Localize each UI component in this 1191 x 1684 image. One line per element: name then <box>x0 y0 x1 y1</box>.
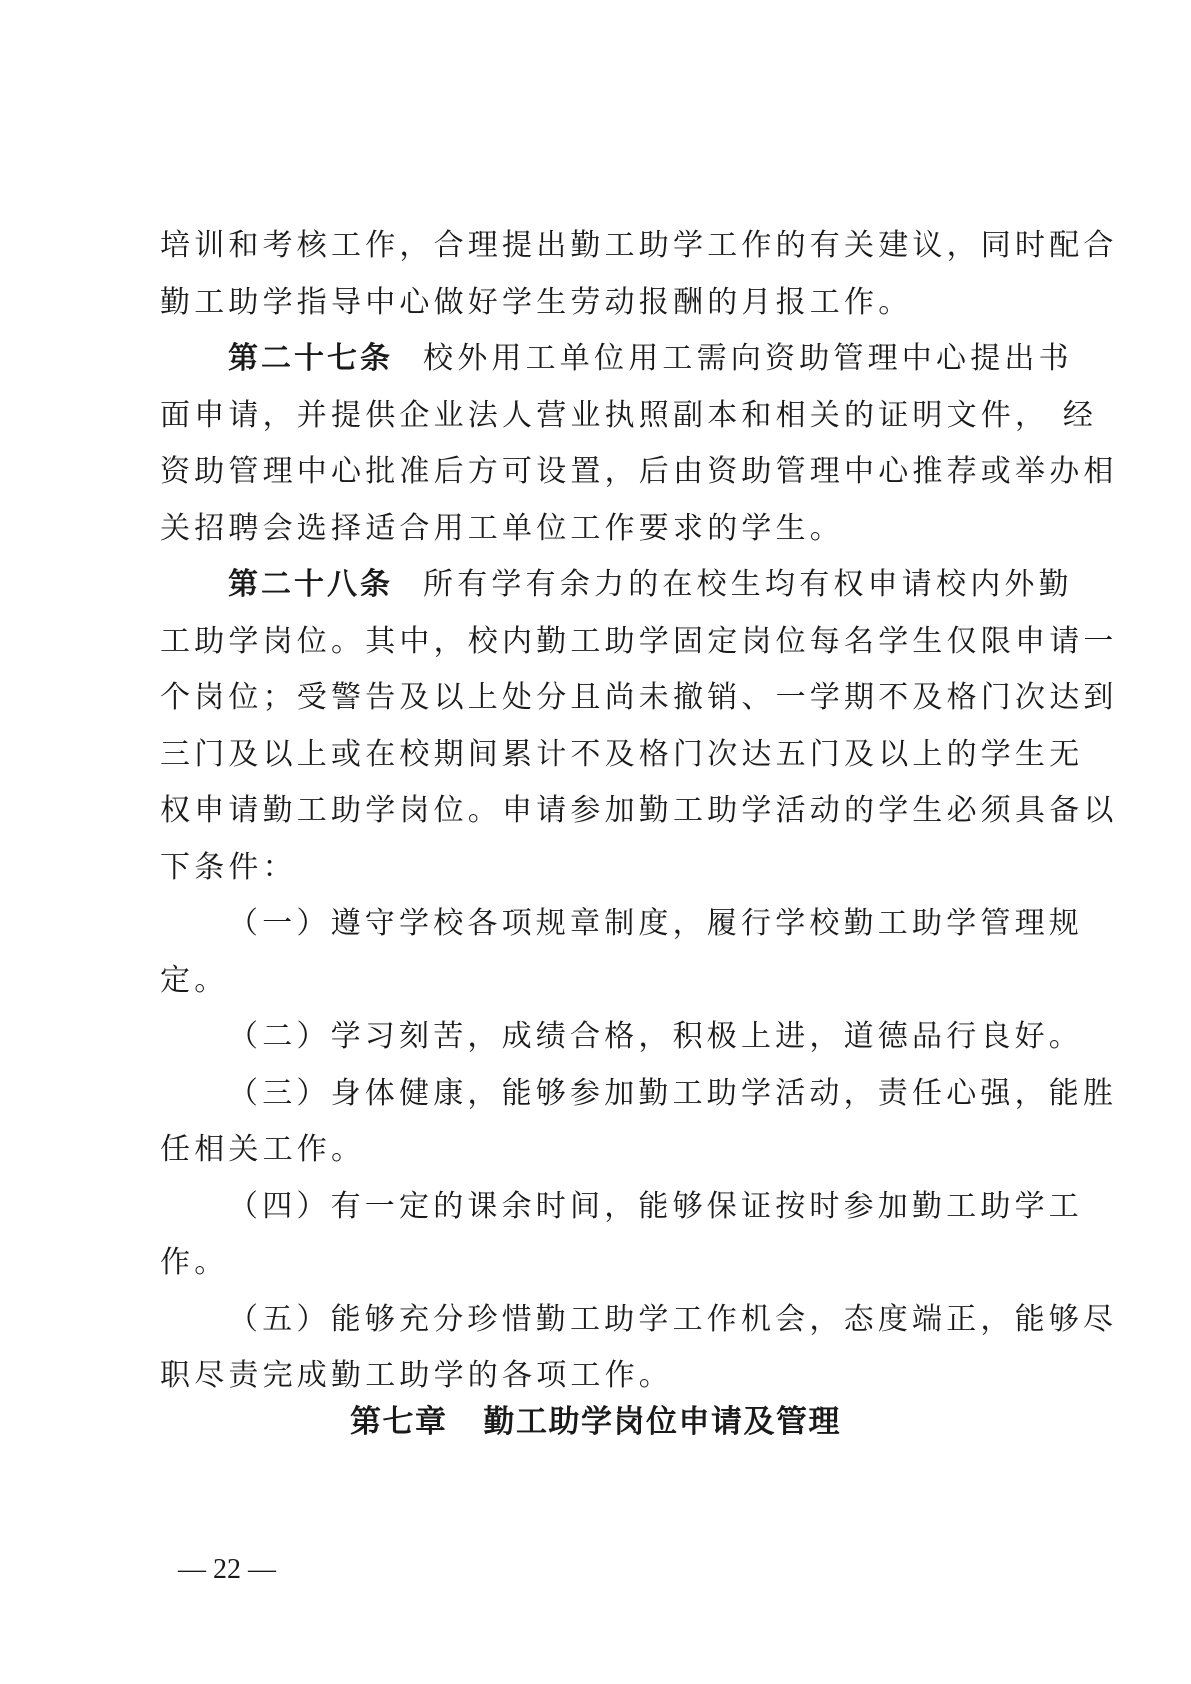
line-text: （二）学习刻苦，成绩合格，积极上进，道德品行良好。 <box>228 1019 1083 1054</box>
line-text: 校外用工单位用工需向资助管理中心提出书 <box>423 341 1073 376</box>
line-text: 资助管理中心批准后方可设置，后由资助管理中心推荐或举办相 <box>160 454 1118 489</box>
line-text: 任相关工作。 <box>160 1132 366 1167</box>
body-text <box>160 218 1118 1405</box>
line-text: 所有学有余力的在校生均有权申请校内外勤 <box>423 567 1073 602</box>
text-line <box>160 218 1118 275</box>
text-line <box>160 388 1098 445</box>
text-line <box>160 1235 1040 1292</box>
line-text: 定。 <box>160 962 229 998</box>
chapter-title: 勤工助学岗位申请及管理 <box>483 1404 841 1440</box>
text-line <box>160 557 1073 614</box>
line-text: 培训和考核工作，合理提出勤工助学工作的有关建议，同时配合 <box>160 228 1118 263</box>
text-line <box>160 1292 1118 1349</box>
text-line <box>160 1179 1083 1236</box>
text-line <box>160 1066 1118 1123</box>
article-label: 第二十七条 <box>228 341 393 376</box>
line-text: 权申请勤工助学岗位。申请参加勤工助学活动的学生必须具备以 <box>160 793 1118 828</box>
line-text: 工助学岗位。其中，校内勤工助学固定岗位每名学生仅限申请一 <box>160 623 1118 659</box>
text-line <box>160 444 1118 501</box>
chapter-heading <box>0 1396 1191 1441</box>
text-line <box>160 1009 1083 1066</box>
article-label: 第二十八条 <box>228 567 393 602</box>
text-line <box>160 670 1118 727</box>
line-text: （四）有一定的课余时间，能够保证按时参加勤工助学工 <box>228 1188 1083 1224</box>
text-line <box>160 1122 1040 1179</box>
text-line <box>160 727 1084 784</box>
line-text: （一）遵守学校各项规章制度，履行学校勤工助学管理规 <box>228 906 1083 941</box>
text-line <box>160 783 1118 840</box>
line-text: 关招聘会选择适合用工单位工作要求的学生。 <box>160 510 844 546</box>
text-line <box>160 953 1040 1010</box>
text-line <box>160 840 1040 897</box>
text-line <box>160 501 1040 558</box>
line-text: （三）身体健康，能够参加勤工助学活动，责任心强，能胜 <box>228 1075 1118 1111</box>
line-text: 三门及以上或在校期间累计不及格门次达五门及以上的学生无 <box>160 736 1084 772</box>
line-text: （五）能够充分珍惜勤工助学工作机会，态度端正，能够尽 <box>228 1301 1118 1337</box>
text-line <box>160 275 1040 332</box>
page-number: — 22 — <box>178 1554 276 1585</box>
text-line <box>160 331 1073 388</box>
chapter-number: 第七章 <box>350 1404 448 1440</box>
line-text: 个岗位；受警告及以上处分且尚未撤销、一学期不及格门次达到 <box>160 680 1118 715</box>
text-line <box>160 614 1118 671</box>
text-line <box>160 896 1083 953</box>
line-text: 勤工助学指导中心做好学生劳动报酬的月报工作。 <box>160 284 913 320</box>
line-text: 面申请，并提供企业法人营业执照副本和相关的证明文件， 经 <box>160 397 1098 433</box>
line-text: 作。 <box>160 1245 229 1280</box>
line-text: 下条件： <box>160 849 297 885</box>
line-text: 职尽责完成勤工助学的各项工作。 <box>160 1358 673 1393</box>
